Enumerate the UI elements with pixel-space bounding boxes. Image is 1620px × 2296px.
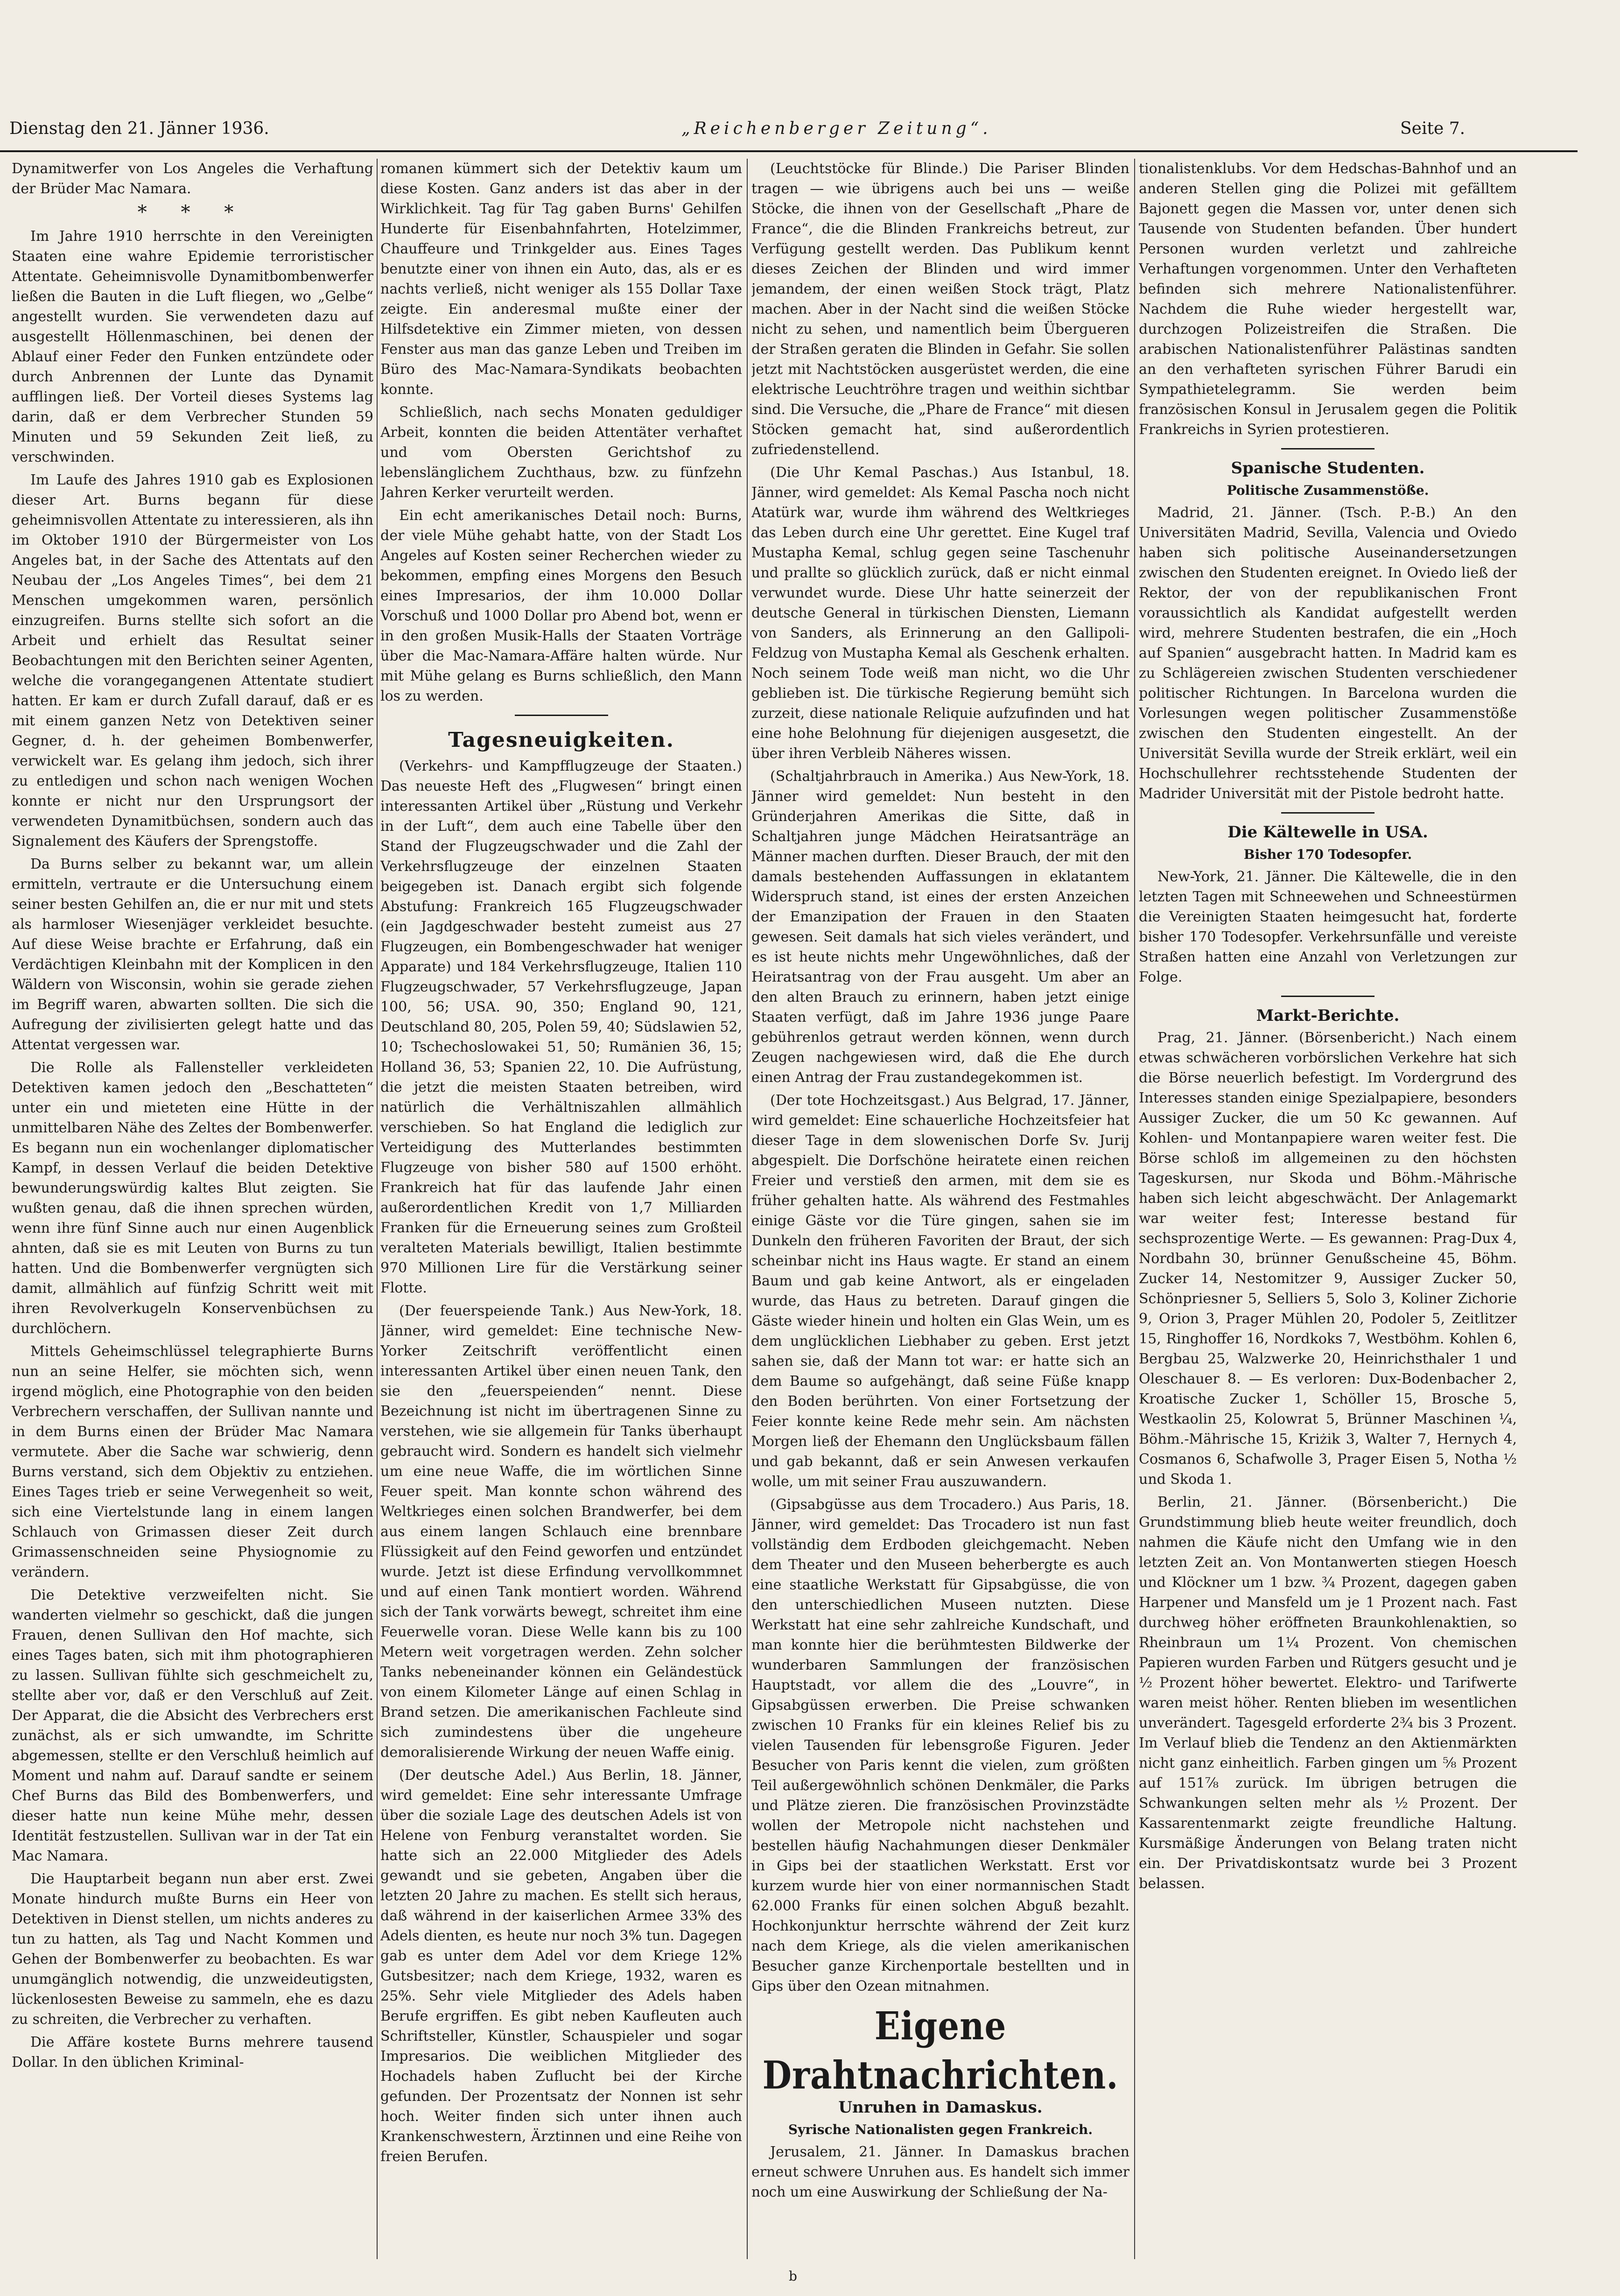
article-paragraph: (Der deutsche Adel.) Aus Berlin, 18. Jänner, wird gemeldet: Eine sehr interessante Umfrage über die soziale Lage des deutschen Adels ist von Helene von Fenburg veranstaltet worden. Sie hatte sich an 22.000 Mitglieder des Adels gewandt und sie gebeten, Angaben über die letzten 20 Jahre zu machen. Es stellt sich heraus, daß während in der kaiserlichen Armee 33% des Adels dienten, es heute nur noch 3% tun. Dagegen gab es unter dem Adel vor dem Kriege 12% Gutsbesitzer; nach dem Kriege, 1932, waren es 25%. Sehr viele Mitglieder des Adels haben Berufe ergriffen. Es gibt neben Kaufleuten auch Schriftsteller, Künstler, Schauspieler und sogar Impresarios. Die weiblichen Mitglieder des Hochadels haben Zuflucht bei der Kirche gefunden. Der Prozentsatz der Nonnen ist sehr hoch. Weiter finden sich unter ihnen auch Krankenschwestern, Ärztinnen und eine Reihe von freien Berufen. [380, 1767, 742, 2165]
article-paragraph: Die Detektive verzweifelten nicht. Sie wanderten vielmehr so geschickt, daß die jungen Frauen, denen Sullivan den Hof machte, sich eines Tages baten, sich mit ihm photographieren zu lassen. Sullivan fühlte sich geschmeichelt zu, stellte aber vor, daß er den Verschluß auf Zeit. Der Apparat, die die Absicht des Verbrechers erst zunächst, als er sich umwandte, im Schritte abgemessen, stellte er den Verschluß heimlich auf Moment und nahm auf. Darauf sandte er seinem Chef Burns das Bild des Bombenwerfers, und dieser hatte nun keine Mühe mehr, dessen Identität festzustellen. Sullivan war in der Tat ein Mac Namara. [12, 1587, 373, 1864]
section-divider [1281, 812, 1375, 814]
article-paragraph: Dynamitwerfer von Los Angeles die Verhaftung der Brüder Mac Namara. [12, 161, 373, 197]
column-1 [12, 159, 373, 2259]
headline-markt-berichte: Markt-Berichte. [1256, 1006, 1400, 1025]
article-paragraph: New-York, 21. Jänner. Die Kältewelle, die in den letzten Tagen mit Schneewehen und Schneestürmen die Vereinigten Staaten heimgesucht hat, forderte bisher 170 Todesopfer. Verkehrsunfälle und vereiste Straßen hatten eine Anzahl von Verletzungen zur Folge. [1139, 869, 1517, 985]
section-divider [1281, 996, 1375, 997]
article-paragraph: Berlin, 21. Jänner. (Börsenbericht.) Die Grundstimmung blieb heute weiter freundlich, doch nahmen die Käufe nicht den Umfang wie in den letzten Zeit an. Von Montanwerten stiegen Hoesch und Klöckner um 1 bzw. ¾ Prozent, dagegen gaben Harpener und Mansfeld um je 1 Prozent nach. Fast durchweg höher eröffneten Braunkohlenaktien, so Rheinbraun um 1¼ Prozent. Von chemischen Papieren wurden Farben und Rütgers gesucht und je ½ Prozent höher bewertet. Elektro- und Tarifwerte waren meist höher. Renten blieben im wesentlichen unverändert. Tagesgeld erforderte 2¾ bis 3 Prozent. Im Verlauf blieb die Tendenz an den Aktienmärkten nicht ganz einheitlich. Farben gingen um ⅝ Prozent auf 151⅞ zurück. Im übrigen betrugen die Schwankungen selten mehr als ½ Prozent. Der Kassarentenmarkt zeigte freundliche Haltung. Kursmäßige Änderungen von Belang traten nicht ein. Der Privatdiskontsatz wurde bei 3 Prozent belassen. [1139, 1494, 1517, 1892]
header-page-number: Seite 7. [1400, 119, 1466, 138]
article-paragraph: Ein echt amerikanisches Detail noch: Burns, der viele Mühe gehabt hatte, von der Stadt Los Angeles auf Kosten seiner Recherchen wieder zu bekommen, empfing eines Morgens den Besuch eines Impresarios, der ihm 10.000 Dollar Vorschuß und 1000 Dollar pro Abend bot, wenn er in den großen Musik-Halls der Staaten Vorträge über die Mac-Namara-Affäre halten würde. Nur mit Mühe gelang es Burns schließlich, den Mann los zu werden. [380, 507, 742, 704]
header-date: Dienstag den 21. Jänner 1936. [9, 119, 269, 138]
article-paragraph: Schließlich, nach sechs Monaten geduldiger Arbeit, konnten die beiden Attentäter verhaftet und vom Obersten Gerichtshof zu lebenslänglichem Zuchthaus, bzw. zu fünfzehn Jahren Kerker verurteilt werden. [380, 404, 742, 501]
article-paragraph: Im Laufe des Jahres 1910 gab es Explosionen dieser Art. Burns begann für diese geheimnisvollen Attentate zu interessieren, als ihn im Oktober 1910 der Bürgermeister von Los Angeles bat, in der Sache des Attentats auf den Neubau der „Los Angeles Times“, bei dem 21 Menschen umgekommen waren, persönlich einzugreifen. Burns stellte sich sofort an die Arbeit und erhielt das Resultat seiner Beobachtungen mit den Berichten seiner Agenten, welche die vorangegangenen Attentate studiert hatten. Er kam er durch Zufall darauf, daß er es mit einem ganzen Netz von Detektiven seiner Gegner, d. h. der geheimen Bombenwerfer, verwickelt war. Es gelang ihm jedoch, sich ihrer zu entledigen und schon nach wenigen Wochen konnte er nicht nur den Ursprungsort der verwendeten Dynamitbüchsen, sondern auch das Signalement des Käufers der Sprengstoffe. [12, 472, 373, 850]
column-divider [747, 159, 748, 2259]
headline-spanische-studenten: Spanische Studenten. [1231, 459, 1425, 477]
section-stars: * * * [137, 202, 248, 223]
article-paragraph: Da Burns selber zu bekannt war, um allein ermitteln, vertraute er die Untersuchung einem seiner besten Gehilfen an, die er nur mit und stets als harmloser Wiesenjäger verkleidet besuchte. Auf diese Weise brachte er Erfahrung, daß ein Verdächtigen Kleinbahn mit der Komplicen in den Wäldern von Wisconsin, wohin sie gerade ziehen im Begriff waren, abwarten sollten. Die sich die Aufregung der zivilisierten gelegt hatte und das Attentat vergessen war. [12, 856, 373, 1053]
column-2 [380, 159, 742, 2259]
article-paragraph: Jerusalem, 21. Jänner. In Damaskus brachen erneut schwere Unruhen aus. Es handelt sich immer noch um eine Auswirkung der Schließung der Na- [751, 2144, 1129, 2200]
header-newspaper-title: „Reichenberger Zeitung“. [681, 119, 992, 138]
article-paragraph: (Der tote Hochzeitsgast.) Aus Belgrad, 17. Jänner, wird gemeldet: Eine schauerliche Hochzeitsfeier hat dieser Tage in dem slowenischen Dorfe Sv. Jurij abgespielt. Die Dorfschöne heiratete einen reichen Freier und verstieß den armen, mit dem sie es früher gehalten hatte. Als während des Festmahles einige Gäste vor die Türe gingen, sahen sie im Dunkeln den früheren Favoriten der Braut, der sich scheinbar nicht ins Haus wagte. Er stand an einem Baum und gab keine Antwort, als er eingeladen wurde, das Haus zu betreten. Darauf gingen die Gäste wieder hinein und holten ein Glas Wein, um es dem unglücklichen Liebhaber zu geben. Erst jetzt sahen sie, daß der Mann tot war: er hatte sich an dem Baume so aufgehängt, daß seine Füße knapp den Boden berührten. Von einer Fortsetzung der Feier konnte keine Rede mehr sein. Am nächsten Morgen ließ der Ehemann den Unglücksbaum fällen und gab bekannt, daß er sein Anwesen verkaufen wolle, um mit seiner Frau auszuwandern. [751, 1092, 1129, 1490]
article-paragraph: Mittels Geheimschlüssel telegraphierte Burns nun an seine Helfer, sie möchten sich, wenn irgend möglich, eine Photographie von den beiden Verbrechern verschaffen, der Sullivan nannte und in dem Burns einen der Brüder Mac Namara vermutete. Aber die Sache war schwierig, denn Burns verstand, sich dem Objektiv zu entziehen. Eines Tages trieb er seine Verwegenheit so weit, sich eine Viertelstunde lang in einem langen Schlauch von Grimassen dieser Zeit durch Grimassenschneiden seine Physiognomie zu verändern. [12, 1343, 373, 1580]
subheadline-spanische-studenten: Politische Zusammenstöße. [1227, 483, 1429, 498]
article-paragraph: (Die Uhr Kemal Paschas.) Aus Istanbul, 18. Jänner, wird gemeldet: Als Kemal Pascha noch nicht Atatürk war, wurde ihm während des Weltkrieges das Leben durch eine Uhr gerettet. Eine Kugel traf Mustapha Kemal, schlug gegen seine Taschenuhr und prallte so glücklich zurück, daß er nicht einmal verwundet wurde. Diese Uhr hatte seinerzeit der deutsche General in türkischen Diensten, Liemann von Sanders, als Erinnerung an den Gallipoli-Feldzug von Mustapha Kemal als Geschenk erhalten. Noch seinem Tode weiß man nicht, wo die Uhr geblieben ist. Die türkische Regierung bemüht sich zurzeit, diese nationale Reliquie aufzufinden und hat eine hohe Belohnung für diejenigen ausgesetzt, die über ihren Verbleib Näheres wissen. [751, 464, 1129, 762]
column-3 [751, 159, 1129, 2259]
column-divider [1134, 159, 1135, 2259]
article-paragraph: Prag, 21. Jänner. (Börsenbericht.) Nach einem etwas schwächeren vorbörslichen Verkehre hat sich die Börse neuerlich befestigt. Im Vordergrund des Interesses standen einige Spezialpapiere, besonders Aussiger Zucker, die um 50 Kc gewannen. Auf Kohlen- und Montanpapiere waren weiter fest. Die Börse schloß im allgemeinen zu den höchsten Tageskursen, nur Skoda und Böhm.-Mährische haben sich leicht abgeschwächt. Der Anlagemarkt war weiter fest; Interesse bestand für sechsprozentige Werte. — Es gewannen: Prag-Dux 4, Nordbahn 30, brünner Genußscheine 45, Böhm. Zucker 14, Nestomitzer 9, Aussiger Zucker 50, Schönpriesner 5, Selliers 5, Solo 3, Koliner Zichorie 9, Orion 3, Prager Mühlen 20, Podoler 5, Zeitlitzer 15, Ringhoffer 16, Nordkoks 7, Westböhm. Kohlen 6, Bergbau 25, Walzwerke 20, Heinrichsthaler 1 und Oleschauer 8. — Es verloren: Dux-Bodenbacher 2, Kroatische Zucker 1, Schöller 15, Brosche 5, Westkaolin 25, Kolowrat 5, Brünner Maschinen ¼, Böhm.-Mährische 15, Kriżik 3, Walter 7, Hernych 4, Cosmanos 6, Schafwolle 3, Prager Eisen 5, Notha ½ und Skoda 1. [1139, 1030, 1517, 1488]
column-4 [1139, 159, 1517, 2259]
subheadline-unruhen: Syrische Nationalisten gegen Frankreich. [788, 2122, 1093, 2137]
subheadline-kaeltewelle: Bisher 170 Todesopfer. [1243, 847, 1412, 862]
article-paragraph: tionalistenklubs. Vor dem Hedschas-Bahnhof und an anderen Stellen ging die Polizei mit gefälltem Bajonett gegen die Massen vor, unter denen sich Tausende von Studenten befanden. Über hundert Personen wurden verletzt und zahlreiche Verhaftungen vorgenommen. Unter den Verhafteten befinden sich mehrere Nationalistenführer. Nachdem die Ruhe wieder hergestellt war, durchzogen Polizeistreifen die Straßen. Die arabischen Nationalistenführer Palästinas sandten an den verhafteten syrischen Führer Barudi ein Sympathietelegramm. Sie werden beim französischen Konsul in Jerusalem gegen die Politik Frankreichs in Syrien protestieren. [1139, 161, 1517, 438]
section-divider [1281, 448, 1375, 449]
article-paragraph: Die Rolle als Fallensteller verkleideten Detektiven kamen jedoch den „Beschatteten“ unter ein und mieteten eine Hütte in der unmittelbaren Nähe des Zeltes der Bombenwerfer. Es begann nun ein wochenlanger diplomatischer Kampf, in dessen Verlauf die beiden Detektive bewunderungswürdig kaltes Blut zeigten. Sie wußten genau, daß die ihnen sprechen würden, wenn ihre fünf Sinne auch nur einen Augenblick ahnten, daß sie es mit Leuten von Burns zu tun hatten. Und die Bombenwerfer vergnügten sich damit, allmählich auf fünfzig Schritt weit mit ihren Revolverkugeln Konservenbüchsen zu durchlöchern. [12, 1060, 373, 1337]
article-paragraph: (Schaltjahrbrauch in Amerika.) Aus New-York, 18. Jänner wird gemeldet: Nun besteht in den Gründerjahren Amerikas die Sitte, daß in Schaltjahren junge Mädchen Heiratsanträge an Männer machen durften. Dieser Brauch, der mit den damals bestehenden Auffassungen in eklatantem Widerspruch stand, ist eines der ersten Anzeichen der Emanzipation der Frauen in den Staaten gewesen. Seit damals hat sich vieles verändert, und es ist heute nichts mehr Ungewöhnliches, daß der Heiratsantrag von der Frau ausgeht. Um aber an den alten Brauch zu erinnern, haben jetzt einige Staaten verfügt, daß im Jahre 1936 junge Paare gebührenlos getraut werden können, wenn durch Zeugen nachgewiesen wird, daß die Ehe durch einen Antrag der Frau zustandegekommen ist. [751, 768, 1129, 1086]
article-paragraph: (Verkehrs- und Kampfflugzeuge der Staaten.) Das neueste Heft des „Flugwesen“ bringt einen interessanten Artikel über „Rüstung und Verkehr in der Luft“, dem auch eine Tabelle über den Stand der Flugzeugschwader und die Zahl der Verkehrsflugzeuge der einzelnen Staaten beigegeben ist. Danach ergibt sich folgende Abstufung: Frankreich 165 Flugzeugschwader (ein Jagdgeschwader besteht zumeist aus 27 Flugzeugen, ein Bombengeschwader hat weniger Apparate) und 184 Verkehrsflugzeuge, Italien 110 Flugzeugschwader, 57 Verkehrsflugzeuge, Japan 100, 56; USA. 90, 350; England 90, 121, Deutschland 80, 205, Polen 59, 40; Südslawien 52, 10; Tschechoslowakei 51, 50; Rumänien 36, 15; Holland 36, 53; Spanien 22, 10. Die Aufrüstung, die jetzt die meisten Staaten betreiben, wird natürlich die Verhältniszahlen allmählich verschieben. So hat England die lediglich zur Verteidigung des Mutterlandes bestimmten Flugzeuge von bisher 580 auf 1500 erhöht. Frankreich hat für das laufende Jahr einen außerordentlichen Kredit von 1,7 Milliarden Franken für die Erneuerung seines zum Großteil veralteten Materials bewilligt, Italien bestimmte 970 Millionen Lire für die Verstärkung seiner Flotte. [380, 758, 742, 1296]
article-paragraph: Die Hauptarbeit begann nun aber erst. Zwei Monate hindurch mußte Burns ein Heer von Detektiven in Dienst stellen, um nichts anderes zu tun zu hatten, als Tag und Nacht Kommen und Gehen der Bombenwerfer zu beobachten. Es war unumgänglich notwendig, die unzweideutigsten, lückenlosesten Beweise zu sammeln, ehe es dazu zu schreiten, die Verbrecher zu verhaften. [12, 1871, 373, 2028]
article-paragraph: romanen kümmert sich der Detektiv kaum um diese Kosten. Ganz anders ist das aber in der Wirklichkeit. Tag für Tag gaben Burns' Gehilfen Hunderte für Eisenbahnfahrten, Hotelzimmer, Chauffeure und Trinkgelder aus. Eines Tages benutzte einer von ihnen ein Auto, das, als er es nachts verließ, nicht weniger als 155 Dollar Taxe zeigte. Ein anderesmal mußte einer der Hilfsdetektive ein Zimmer mieten, von dessen Fenster aus man das ganze Leben und Treiben im Büro des Mac-Namara-Syndikats beobachten konnte. [380, 161, 742, 398]
column-divider [377, 159, 378, 2259]
article-paragraph: (Leuchtstöcke für Blinde.) Die Pariser Blinden tragen — wie übrigens auch bei uns — weiße Stöcke, die ihnen von der Gesellschaft „Phare de France“, die die Blinden Frankreichs betreut, zur Verfügung gestellt werden. Das Publikum kennt dieses Zeichen der Blinden und wird immer jemandem, der einen weißen Stock trägt, Platz machen. Aber in der Nacht sind die weißen Stöcke nicht zu sehen, und namentlich beim Übergueren der Straßen geraten die Blinden in Gefahr. Sie sollen jetzt mit Nachtstöcken ausgerüstet werden, die eine elektrische Leuchtröhre tragen und weithin sichtbar sind. Die Versuche, die „Phare de France“ mit diesen Stöcken gemacht hat, sind außerordentlich zufriedenstellend. [751, 161, 1129, 458]
headline-kaeltewelle: Die Kältewelle in USA. [1227, 823, 1428, 842]
section-banner-drahtnachrichten: Eigene Drahtnachrichten. [762, 2002, 1119, 2098]
footer-mark: b [789, 2268, 797, 2284]
article-paragraph: (Gipsabgüsse aus dem Trocadero.) Aus Paris, 18. Jänner, wird gemeldet: Das Trocadero ist nun fast vollständig dem Erdboden gleichgemacht. Neben dem Theater und den Museen beherbergte es auch eine staatliche Werkstatt für Gipsabgüsse, die von den unterschiedlichen Museen nutzten. Diese Werkstatt hat eine sehr zahlreiche Kundschaft, und man konnte hier die berühmtesten Bildwerke der wunderbaren Sammlungen der französischen Hauptstadt, vor allem die des „Louvre“, in Gipsabgüssen erwerben. Die Preise schwanken zwischen 10 Franks für ein kleines Relief bis zu vielen Tausenden für lebensgroße Figuren. Jeder Besucher von Paris kennt die vielen, zum größten Teil außergewöhnlich schönen Denkmäler, die Parks und Plätze zieren. Die französischen Provinzstädte wollen der Metropole nicht nachstehen und bestellen häufig Nachahmungen dieser Denkmäler in Gips bei der staatlichen Werkstatt. Erst vor kurzem wurde hier von einer normannischen Stadt 62.000 Franks für einen solchen Abguß bezahlt. Hochkonjunktur herrschte während der Zeit kurz nach dem Kriege, als die vielen amerikanischen Besucher ganze Kirchenportale bestellten und in Gips über den Ozean mitnahmen. [751, 1496, 1129, 1994]
article-paragraph: Die Affäre kostete Burns mehrere tausend Dollar. In den üblichen Kriminal- [12, 2034, 373, 2071]
article-paragraph: (Der feuerspeiende Tank.) Aus New-York, 18. Jänner, wird gemeldet: Eine technische New-Yorker Zeitschrift veröffentlicht einen interessanten Artikel über einen neuen Tank, den sie den „feuerspeienden“ nennt. Diese Bezeichnung ist nicht im übertragenen Sinne zu verstehen, wie sie allgemein für Tanks überhaupt gebraucht wird. Sondern es handelt sich vielmehr um eine neue Waffe, die im wörtlichen Sinne Feuer speit. Man konnte schon während des Weltkrieges einen solchen Brandwerfer, bei dem aus einem langen Schlauch eine brennbare Flüssigkeit auf den Feind geworfen und entzündet wurde. Jetzt ist diese Erfindung vervollkommnet und auf einen Tank montiert worden. Während sich der Tank vorwärts bewegt, schreitet ihm eine Feuerwelle voran. Diese Welle kann bis zu 100 Metern weit vorgetragen werden. Zehn solcher Tanks nebeneinander können ein Geländestück von einem Kilometer Länge auf einen Schlag in Brand setzen. Die amerikanischen Fachleute sind sich zumindestens über die ungeheure demoralisierende Wirkung der neuen Waffe einig. [380, 1303, 742, 1761]
section-heading-tagesneuigkeiten: Tagesneuigkeiten. [448, 728, 674, 752]
article-paragraph: Im Jahre 1910 herrschte in den Vereinigten Staaten eine wahre Epidemie terroristischer Attentate. Geheimnisvolle Dynamitbombenwerfer ließen die Bauten in die Luft fliegen, wo „Gelbe“ angestellt wurden. Sie verwendeten dazu auf ausgestellt Höllenmaschinen, bei denen der Ablauf einer Feder den Funken entzündete oder durch Anbrennen der Lunte das Dynamit aufflingen ließ. Der Vorteil dieses Systems lag darin, daß er dem Verbrecher Stunden 59 Minuten und 59 Sekunden Zeit ließ, zu verschwinden. [12, 228, 373, 465]
article-paragraph: Madrid, 21. Jänner. (Tsch. P.-B.) An den Universitäten Madrid, Sevilla, Valencia und Oviedo haben sich politische Auseinandersetzungen zwischen den Studenten ereignet. In Oviedo ließ der Rektor, der von der republikanischen Front voraussichtlich als Kandidat aufgestellt werden wird, mehrere Studenten bestrafen, die ein „Hoch auf Spanien“ ausgebracht hatten. In Madrid kam es zu Schlägereien zwischen Studenten verschiedener politischer Richtungen. In Barcelona wurden die Vorlesungen wegen politischer Zusammenstöße zwischen den Studenten eingestellt. An der Universität Sevilla wurde der Streik erklärt, weil ein Hochschullehrer rechtsstehende Studenten der Madrider Universität mit der Pistole bedroht hatte. [1139, 505, 1517, 802]
page-header [0, 110, 1620, 152]
headline-unruhen: Unruhen in Damaskus. [838, 2098, 1043, 2117]
section-divider [515, 715, 608, 716]
header-rule [0, 150, 1578, 152]
